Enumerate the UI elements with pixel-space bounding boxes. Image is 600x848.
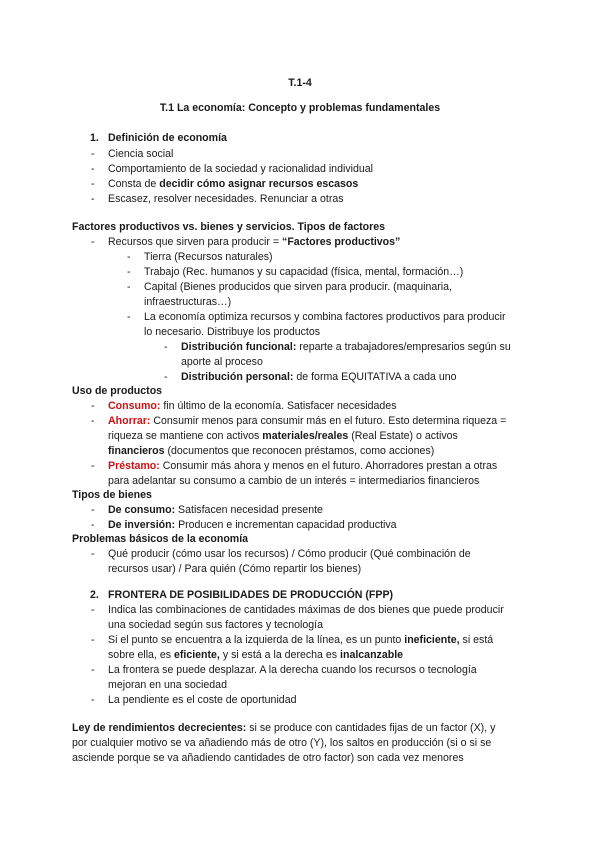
- optimiza-item: La economía optimiza recursos y combina factores productivos para producir: [144, 311, 506, 323]
- bullet-dash: -: [164, 341, 168, 353]
- problemas-heading: Problemas básicos de la economía: [72, 533, 249, 545]
- distribucion-funcional-cont: aporte al proceso: [181, 356, 263, 368]
- uso-heading: Uso de productos: [72, 385, 163, 397]
- bullet-dash: -: [91, 415, 95, 427]
- bullet-dash: -: [91, 604, 95, 616]
- ley-paragraph: Ley de rendimientos decrecientes: si se produce con cantidades fijas de un factor (X), y: [72, 722, 496, 734]
- factor-capital-cont: infraestructuras…): [144, 296, 232, 308]
- ley-paragraph-cont: por cualquier motivo se va añadiendo más de otro (Y), los saltos en producción (si o si se: [72, 737, 492, 749]
- uso-ahorrar-cont: financieros (documentos que reconocen préstamos, como acciones): [108, 445, 435, 457]
- ley-paragraph-cont: asciende porque se va añadiendo cantidades de otro factor) son cada vez menores: [72, 752, 464, 764]
- factor-capital: Capital (Bienes producidos que sirven para producir. (maquinaria,: [144, 281, 452, 293]
- definition-item: Escasez, resolver necesidades. Renunciar a otras: [108, 193, 344, 205]
- uso-ahorrar-cont: riqueza se mantiene con activos materiales/reales (Real Estate) o activos: [108, 430, 458, 442]
- distribucion-funcional: Distribución funcional: reparte a trabajadores/empresarios según su: [181, 341, 511, 353]
- bullet-dash: -: [91, 236, 95, 248]
- tipo-inversion: De inversión: Producen e incrementan capacidad productiva: [108, 519, 397, 531]
- tipos-heading: Tipos de bienes: [72, 489, 152, 501]
- recursos-item: Recursos que sirven para producir = “Factores productivos”: [108, 236, 401, 248]
- problemas-item-cont: recursos usar) / Para quién (Cómo repartir los bienes): [108, 563, 362, 575]
- fpp-item-cont: una sociedad según sus factores y tecnología: [108, 619, 323, 631]
- bullet-dash: -: [127, 251, 131, 263]
- bullet-dash: -: [127, 311, 131, 323]
- factores-heading: Factores productivos vs. bienes y servicios. Tipos de factores: [72, 221, 386, 233]
- tipo-consumo: De consumo: Satisfacen necesidad presente: [108, 504, 323, 516]
- problemas-item: Qué producir (cómo usar los recursos) / Cómo producir (Qué combinación de: [108, 548, 471, 560]
- fpp-item-cont: mejoran en una sociedad: [108, 679, 227, 691]
- bullet-dash: -: [91, 694, 95, 706]
- fpp-item: Si el punto se encuentra a la izquierda de la línea, es un punto ineficiente, si está: [108, 634, 494, 646]
- factor-trabajo: Trabajo (Rec. humanos y su capacidad (física, mental, formación…): [144, 266, 464, 278]
- definition-item: Comportamiento de la sociedad y racionalidad individual: [108, 163, 373, 175]
- bullet-dash: -: [91, 163, 95, 175]
- uso-prestamo: Préstamo: Consumir más ahora y menos en el futuro. Ahorradores prestan a otras: [108, 460, 498, 472]
- definition-item: Consta de decidir cómo asignar recursos escasos: [108, 178, 359, 190]
- bullet-dash: -: [91, 504, 95, 516]
- fpp-item-cont: sobre ella, es eficiente, y si está a la derecha es inalcanzable: [108, 649, 404, 661]
- uso-ahorrar: Ahorrar: Consumir menos para consumir más en el futuro. Esto determina riqueza =: [108, 415, 507, 427]
- section1-number: 1.: [90, 132, 99, 144]
- fpp-item: La pendiente es el coste de oportunidad: [108, 694, 297, 706]
- bullet-dash: -: [91, 664, 95, 676]
- document-title: T.1 La economía: Concepto y problemas fundamentales: [159, 102, 441, 114]
- definition-item: Ciencia social: [108, 148, 174, 160]
- bullet-dash: -: [91, 634, 95, 646]
- section1-heading: Definición de economía: [108, 132, 227, 144]
- bullet-dash: -: [164, 371, 168, 383]
- section2-heading: FRONTERA DE POSIBILIDADES DE PRODUCCIÓN (FPP): [108, 589, 394, 601]
- bullet-dash: -: [127, 266, 131, 278]
- uso-prestamo-cont: para adelantar su consumo a cambio de un interés = intermediarios financieros: [108, 475, 480, 487]
- uso-consumo: Consumo: fin último de la economía. Satisfacer necesidades: [108, 400, 397, 412]
- bullet-dash: -: [91, 193, 95, 205]
- optimiza-item-cont: lo necesario. Distribuye los productos: [144, 326, 321, 338]
- bullet-dash: -: [91, 519, 95, 531]
- bullet-dash: -: [91, 460, 95, 472]
- bullet-dash: -: [91, 400, 95, 412]
- bullet-dash: -: [91, 178, 95, 190]
- document-code: T.1-4: [288, 77, 312, 89]
- factor-tierra: Tierra (Recursos naturales): [144, 251, 273, 263]
- fpp-item: La frontera se puede desplazar. A la derecha cuando los recursos o tecnología: [108, 664, 477, 676]
- distribucion-personal: Distribución personal: de forma EQUITATIVA a cada uno: [181, 371, 457, 383]
- fpp-item: Indica las combinaciones de cantidades máximas de dos bienes que puede producir: [108, 604, 504, 616]
- bullet-dash: -: [127, 281, 131, 293]
- bullet-dash: -: [91, 148, 95, 160]
- section2-number: 2.: [90, 589, 99, 601]
- bullet-dash: -: [91, 548, 95, 560]
